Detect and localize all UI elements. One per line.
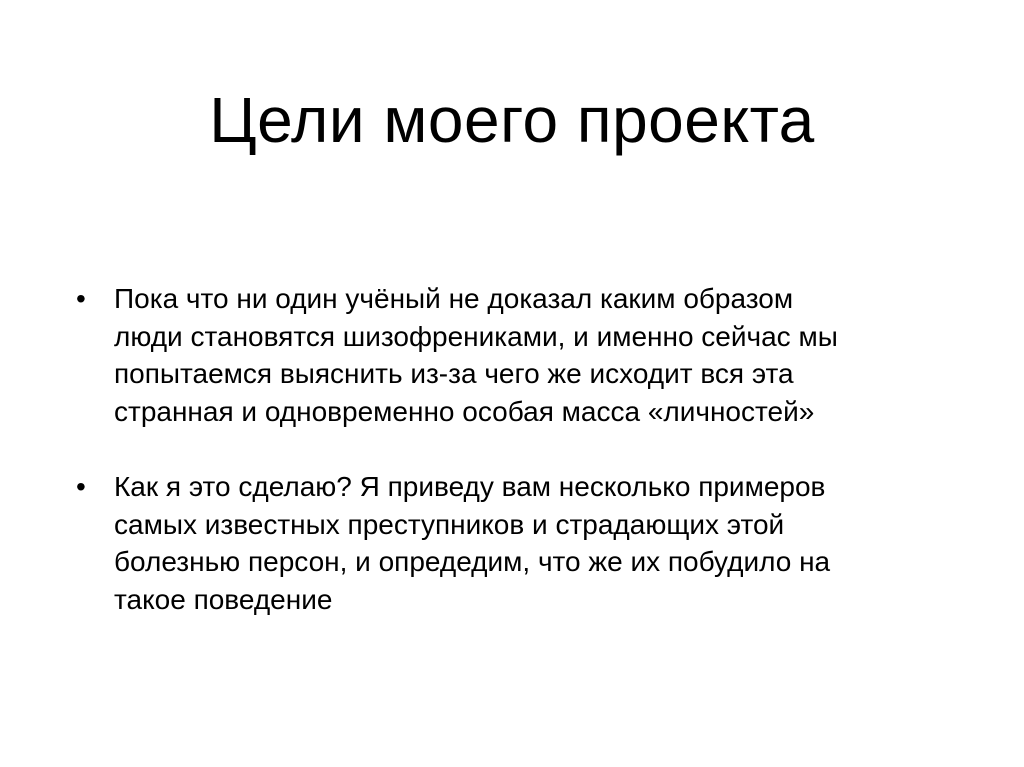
- bullet-item: [76, 468, 976, 618]
- slide-title: Цели моего проекта: [209, 84, 815, 156]
- bullet-text-line: люди становятся шизофрениками, и именно сейчас мы: [114, 320, 838, 352]
- bullet-text-line: Как я это сделаю? Я приведу вам несколько примеров: [114, 471, 826, 502]
- bullet-marker: •: [76, 283, 86, 314]
- bullet-text-line: болезнью персон, и опредедим, что же их побудило на: [114, 546, 831, 577]
- bullet-item: [76, 280, 976, 430]
- bullet-text-line: странная и одновременно особая масса «личностей»: [114, 395, 815, 427]
- bullet-text-line: такое поведение: [114, 583, 333, 615]
- bullet-marker: •: [76, 471, 86, 502]
- bullet-text-line: попытаемся выяснить из-за чего же исходит вся эта: [114, 358, 794, 389]
- bullet-text-line: самых известных преступников и страдающих этой: [114, 508, 785, 540]
- bullet-list: [76, 280, 976, 656]
- bullet-text-line: Пока что ни один учёный не доказал каким образом: [114, 283, 794, 314]
